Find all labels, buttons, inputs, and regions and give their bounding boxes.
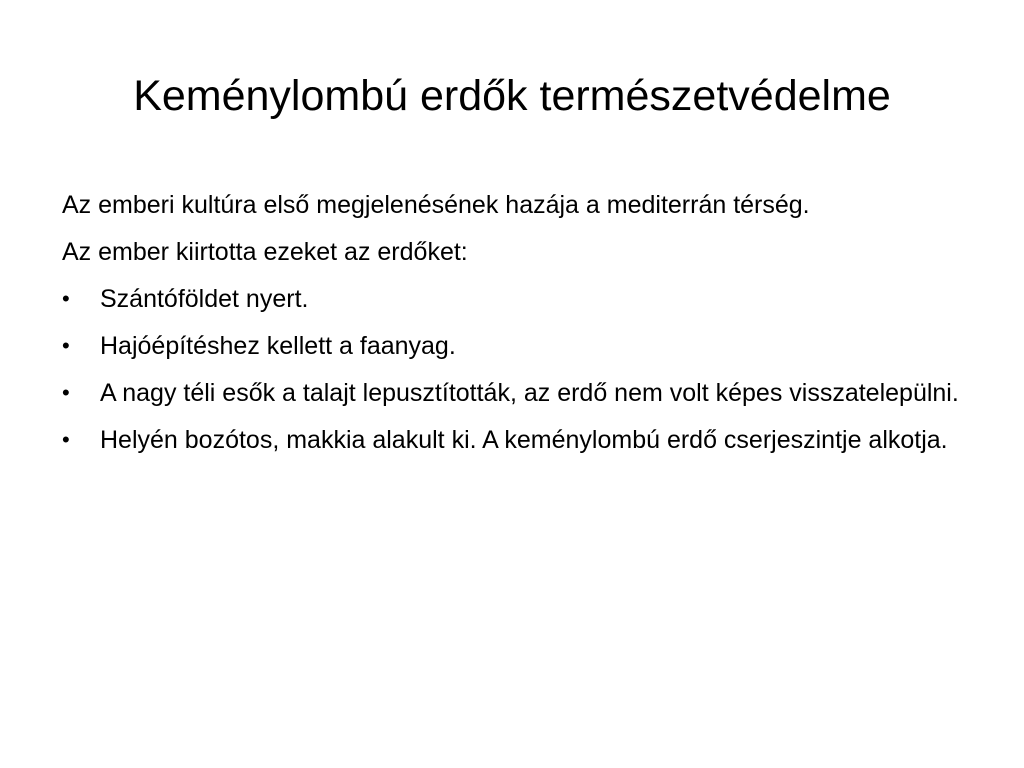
bullet-icon: • (62, 286, 70, 311)
body-paragraph: Az ember kiirtotta ezeket az erdőket: (62, 238, 468, 266)
bullet-text: A nagy téli esők a talajt lepusztították, az erdő nem volt képes visszatelepülni. (100, 379, 959, 407)
slide-body (62, 186, 962, 468)
bullet-icon: • (62, 427, 70, 452)
bullet-text: Szántóföldet nyert. (100, 285, 309, 313)
bullet-icon: • (62, 380, 70, 405)
bullet-icon: • (62, 333, 70, 358)
bullet-text: Helyén bozótos, makkia alakult ki. A keménylombú erdő cserjeszintje alkotja. (100, 426, 948, 454)
bullet-item (62, 374, 962, 412)
bullet-item (62, 421, 962, 459)
bullet-item (62, 280, 962, 318)
slide-title: Keménylombú erdők természetvédelme (133, 72, 891, 120)
bullet-text: Hajóépítéshez kellett a faanyag. (100, 332, 456, 360)
body-paragraph: Az emberi kultúra első megjelenésének hazája a mediterrán térség. (62, 191, 810, 219)
bullet-item (62, 327, 962, 365)
